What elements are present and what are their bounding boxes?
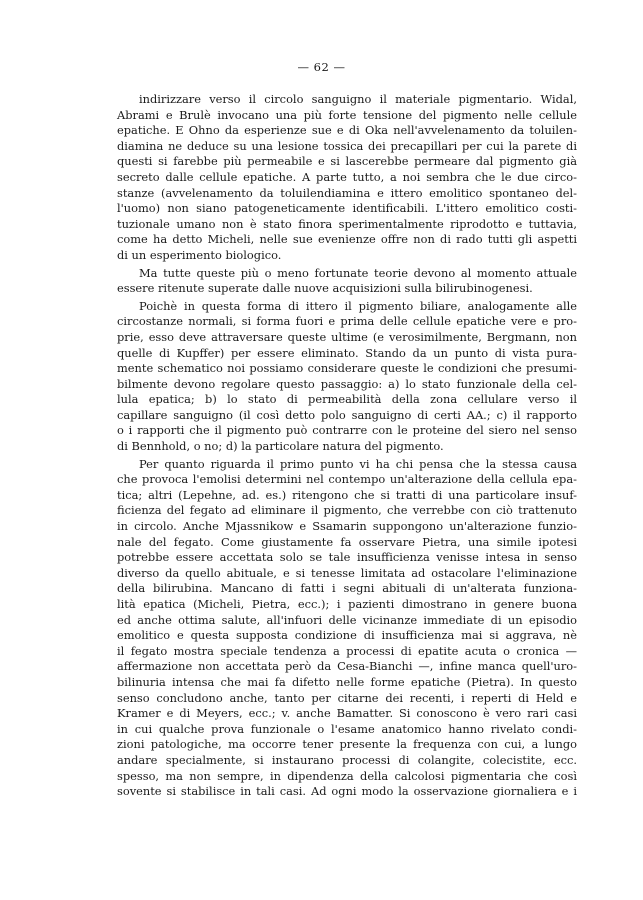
text-line: ficienza del fegato ad eliminare il pigmento, che verrebbe con ciò trattenuto (117, 503, 577, 518)
text-line: diamina ne deduce su una lesione tossica dei precapillari per cui la parete di (117, 138, 577, 153)
text-line: tica; altri (Lepehne, ad. es.) ritengono che si tratti di una particolare insuf- (117, 487, 577, 502)
text-line: in cui qualche prova funzionale o l'esame anatomico hanno rivelato condi- (117, 721, 577, 736)
text-line: Per quanto riguarda il primo punto vi ha chi pensa che la stessa causa (139, 456, 577, 471)
text-line: di Bennhold, o no; d) la particolare natura del pigmento. (117, 439, 444, 454)
text-line: bilinuria intensa che mai fa difetto nelle forme epatiche (Pietra). In questo (117, 674, 577, 689)
text-line: spesso, ma non sempre, in dipendenza della calcolosi pigmentaria che così (117, 768, 577, 783)
text-line: bilmente devono regolare questo passaggio: a) lo stato funzionale della cel- (117, 376, 577, 391)
text-line: sovente si stabilisce in tali casi. Ad ogni modo la osservazione giornaliera e i (117, 784, 577, 799)
text-line: stanze (avvelenamento da toluilendiamina e ittero emolitico spontaneo del- (117, 185, 577, 200)
text-line: Poichè in questa forma di ittero il pigmento biliare, analogamente alle (139, 298, 577, 313)
text-line: ed anche ottima salute, all'infuori delle vicinanze immediate di un episodio (117, 612, 577, 627)
text-line: potrebbe essere accettata solo se tale insufficienza venisse intesa in senso (117, 550, 577, 565)
text-line: affermazione non accettata però da Cesa-Bianchi —, infine manca quell'uro- (117, 659, 577, 674)
text-line: Abrami e Brulè invocano una più forte tensione del pigmento nelle cellule (117, 107, 577, 122)
paragraph (117, 92, 577, 264)
text-line: quelle di Kupffer) per essere eliminato. Stando da un punto di vista pura- (117, 345, 577, 360)
text-line: in circolo. Anche Mjassnikow e Ssamarin suppongono un'alterazione funzio- (117, 519, 577, 534)
text-line: il fegato mostra speciale tendenza a processi di epatite acuta o cronica — (117, 643, 577, 658)
text-line: indirizzare verso il circolo sanguigno il materiale pigmentario. Widal, (139, 92, 577, 106)
text-line: secreto dalle cellule epatiche. A parte tutto, a noi sembra che le due circo- (117, 169, 577, 184)
text-line: Kramer e di Meyers, ecc.; v. anche Bamatter. Si conoscono è vero rari casi (117, 706, 577, 721)
text-line: come ha detto Micheli, nelle sue evenienze offre non di rado tutti gli aspetti (117, 232, 577, 247)
paragraph (117, 299, 577, 455)
text-line: o i rapporti che il pigmento può contrarre con le proteine del siero nel senso (117, 423, 577, 438)
text-line: Ma tutte queste più o meno fortunate teorie devono al momento attuale (139, 265, 577, 280)
text-line: di un esperimento biologico. (117, 247, 282, 262)
body-text (117, 92, 577, 802)
text-line: capillare sanguigno (il così detto polo sanguigno di certi AA.; c) il rapporto (117, 407, 577, 422)
text-line: questi si farebbe più permeabile e si lascerebbe permeare dal pigmento già (117, 154, 577, 169)
text-line: mente schematico noi possiamo considerare queste le condizioni che presumi- (117, 361, 577, 376)
text-line: che provoca l'emolisi determini nel contempo un'alterazione della cellula epa- (117, 472, 577, 487)
paragraph (117, 457, 577, 800)
text-line: tuzionale umano non è stato finora sperimentalmente riprodotto e tuttavia, (117, 216, 577, 231)
text-line: della bilirubina. Mancano di fatti i segni abituali di un'alterata funziona- (117, 581, 577, 596)
text-line: zioni patologiche, ma occorre tener presente la frequenza con cui, a lungo (117, 737, 577, 752)
paragraph (117, 266, 577, 297)
text-line: l'uomo) non siano patogeneticamente identificabili. L'ittero emolitico costi- (117, 201, 577, 216)
text-line: andare specialmente, si instaurano processi di colangite, colecistite, ecc. (117, 752, 577, 767)
text-line: nale del fegato. Come giustamente fa osservare Pietra, una simile ipotesi (117, 534, 577, 549)
page-number: — 62 — (297, 60, 346, 74)
text-line: epatiche. E Ohno da esperienze sue e di Oka nell'avvelenamento da toluilen- (117, 123, 577, 138)
text-line: emolitico e questa supposta condizione di insufficienza mai si aggrava, nè (117, 628, 577, 643)
text-line: circostanze normali, si forma fuori e prima delle cellule epatiche vere e pro- (117, 314, 577, 329)
text-line: prie, esso deve attraversare queste ultime (e verosimilmente, Bergmann, non (117, 329, 577, 344)
text-line: lità epatica (Micheli, Pietra, ecc.); i pazienti dimostrano in genere buona (117, 597, 577, 611)
text-line: diverso da quello abituale, e si tenesse limitata ad ostacolare l'eliminazione (117, 565, 577, 580)
text-line: senso concludono anche, tanto per citarne dei recenti, i reperti di Held e (117, 690, 577, 705)
text-line: lula epatica; b) lo stato di permeabilità della zona cellulare verso il (117, 392, 577, 407)
text-line: essere ritenute superate dalle nuove acquisizioni sulla bilirubinogenesi. (117, 281, 533, 296)
